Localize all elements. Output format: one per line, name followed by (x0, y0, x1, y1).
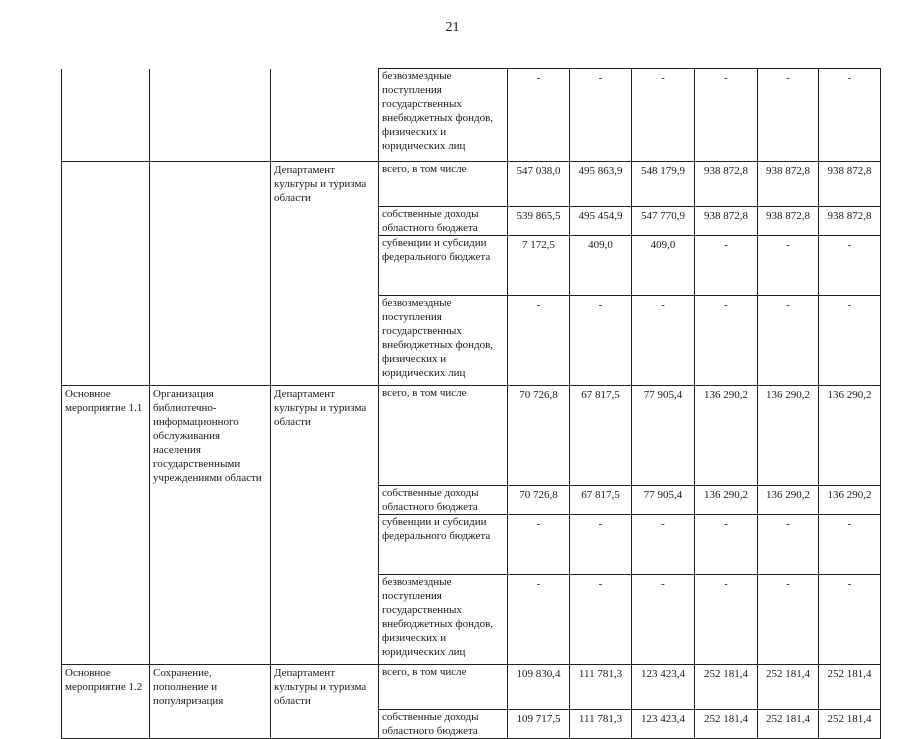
executor-cell (271, 69, 379, 162)
amount-cell: - (508, 515, 570, 575)
amount-cell: 7 172,5 (508, 235, 570, 295)
amount-cell: 136 290,2 (695, 385, 758, 486)
table-row (62, 709, 881, 738)
amount-cell: 252 181,4 (819, 665, 881, 710)
activity-cell (150, 709, 271, 738)
funding-source-cell: безвозмездные поступления государственных внебюджетных фондов, физических и юридических лиц (379, 575, 508, 665)
table-row (62, 515, 881, 575)
executor-cell (271, 295, 379, 385)
amount-cell: 111 781,3 (570, 665, 632, 710)
program-cell (62, 709, 150, 738)
executor-cell: Департамент культуры и туризма области (271, 385, 379, 486)
amount-cell: 547 038,0 (508, 162, 570, 207)
amount-cell: 252 181,4 (819, 709, 881, 738)
table-body (62, 69, 881, 739)
program-cell: Основное мероприятие 1.2 (62, 665, 150, 710)
funding-source-cell: собственные доходы областного бюджета (379, 486, 508, 515)
table-row (62, 665, 881, 710)
table-row (62, 295, 881, 385)
activity-cell (150, 295, 271, 385)
amount-cell: 136 290,2 (758, 486, 819, 515)
executor-cell (271, 575, 379, 665)
amount-cell: 938 872,8 (695, 162, 758, 207)
amount-cell: - (632, 69, 695, 162)
amount-cell: 70 726,8 (508, 486, 570, 515)
amount-cell: - (695, 235, 758, 295)
amount-cell: 67 817,5 (570, 385, 632, 486)
amount-cell: 77 905,4 (632, 385, 695, 486)
amount-cell: 109 830,4 (508, 665, 570, 710)
activity-cell (150, 162, 271, 207)
amount-cell: 123 423,4 (632, 665, 695, 710)
amount-cell: - (819, 515, 881, 575)
activity-cell (150, 235, 271, 295)
amount-cell: 136 290,2 (758, 385, 819, 486)
amount-cell: - (570, 515, 632, 575)
amount-cell: - (508, 295, 570, 385)
amount-cell: - (695, 575, 758, 665)
funding-source-cell: субвенции и субсидии федерального бюджета (379, 235, 508, 295)
amount-cell: 938 872,8 (819, 162, 881, 207)
funding-source-cell: всего, в том числе (379, 385, 508, 486)
program-cell (62, 206, 150, 235)
amount-cell: - (819, 69, 881, 162)
amount-cell: 539 865,5 (508, 206, 570, 235)
amount-cell: - (758, 235, 819, 295)
amount-cell: 136 290,2 (819, 486, 881, 515)
table-row (62, 575, 881, 665)
amount-cell: - (508, 575, 570, 665)
amount-cell: 252 181,4 (695, 709, 758, 738)
amount-cell: 123 423,4 (632, 709, 695, 738)
table-row (62, 206, 881, 235)
funding-source-cell: безвозмездные поступления государственных внебюджетных фондов, физических и юридических лиц (379, 69, 508, 162)
funding-source-cell: всего, в том числе (379, 665, 508, 710)
activity-cell (150, 486, 271, 515)
program-cell (62, 69, 150, 162)
amount-cell: 938 872,8 (819, 206, 881, 235)
executor-cell (271, 206, 379, 235)
activity-cell: Организация библиотечно-информационного обслуживания населения государственными учреждениями области (150, 385, 271, 486)
amount-cell: 252 181,4 (695, 665, 758, 710)
table-row (62, 486, 881, 515)
program-cell (62, 162, 150, 207)
amount-cell: 409,0 (570, 235, 632, 295)
amount-cell: - (819, 295, 881, 385)
amount-cell: 938 872,8 (758, 206, 819, 235)
amount-cell: - (570, 69, 632, 162)
activity-cell: Сохранение, пополнение и популяризация (150, 665, 271, 710)
amount-cell: - (508, 69, 570, 162)
amount-cell: - (570, 295, 632, 385)
amount-cell: 548 179,9 (632, 162, 695, 207)
program-cell (62, 575, 150, 665)
table-row (62, 69, 881, 162)
amount-cell: 77 905,4 (632, 486, 695, 515)
program-cell (62, 235, 150, 295)
program-cell (62, 515, 150, 575)
amount-cell: 136 290,2 (819, 385, 881, 486)
activity-cell (150, 575, 271, 665)
table-row (62, 235, 881, 295)
activity-cell (150, 206, 271, 235)
amount-cell: 495 863,9 (570, 162, 632, 207)
amount-cell: 495 454,9 (570, 206, 632, 235)
funding-source-cell: собственные доходы областного бюджета (379, 709, 508, 738)
amount-cell: - (570, 575, 632, 665)
amount-cell: 109 717,5 (508, 709, 570, 738)
amount-cell: 67 817,5 (570, 486, 632, 515)
activity-cell (150, 69, 271, 162)
executor-cell: Департамент культуры и туризма области (271, 162, 379, 207)
amount-cell: 252 181,4 (758, 665, 819, 710)
amount-cell: - (758, 295, 819, 385)
executor-cell (271, 709, 379, 738)
page-number: 21 (445, 20, 460, 35)
executor-cell (271, 486, 379, 515)
amount-cell: - (695, 295, 758, 385)
amount-cell: 938 872,8 (695, 206, 758, 235)
amount-cell: 938 872,8 (758, 162, 819, 207)
amount-cell: - (819, 235, 881, 295)
amount-cell: 136 290,2 (695, 486, 758, 515)
program-cell (62, 486, 150, 515)
amount-cell: - (632, 575, 695, 665)
amount-cell: 111 781,3 (570, 709, 632, 738)
table-row (62, 162, 881, 207)
funding-source-cell: безвозмездные поступления государственных внебюджетных фондов, физических и юридических лиц (379, 295, 508, 385)
program-cell (62, 295, 150, 385)
amount-cell: - (632, 295, 695, 385)
funding-source-cell: субвенции и субсидии федерального бюджета (379, 515, 508, 575)
amount-cell: - (695, 69, 758, 162)
amount-cell: 547 770,9 (632, 206, 695, 235)
amount-cell: - (632, 515, 695, 575)
table-row (62, 385, 881, 486)
amount-cell: - (758, 69, 819, 162)
amount-cell: 70 726,8 (508, 385, 570, 486)
executor-cell (271, 515, 379, 575)
amount-cell: - (695, 515, 758, 575)
amount-cell: - (819, 575, 881, 665)
funding-source-cell: собственные доходы областного бюджета (379, 206, 508, 235)
amount-cell: 409,0 (632, 235, 695, 295)
activity-cell (150, 515, 271, 575)
amount-cell: 252 181,4 (758, 709, 819, 738)
program-cell: Основное мероприятие 1.1 (62, 385, 150, 486)
budget-table (61, 68, 881, 739)
amount-cell: - (758, 515, 819, 575)
amount-cell: - (758, 575, 819, 665)
executor-cell (271, 235, 379, 295)
funding-source-cell: всего, в том числе (379, 162, 508, 207)
executor-cell: Департамент культуры и туризма области (271, 665, 379, 710)
